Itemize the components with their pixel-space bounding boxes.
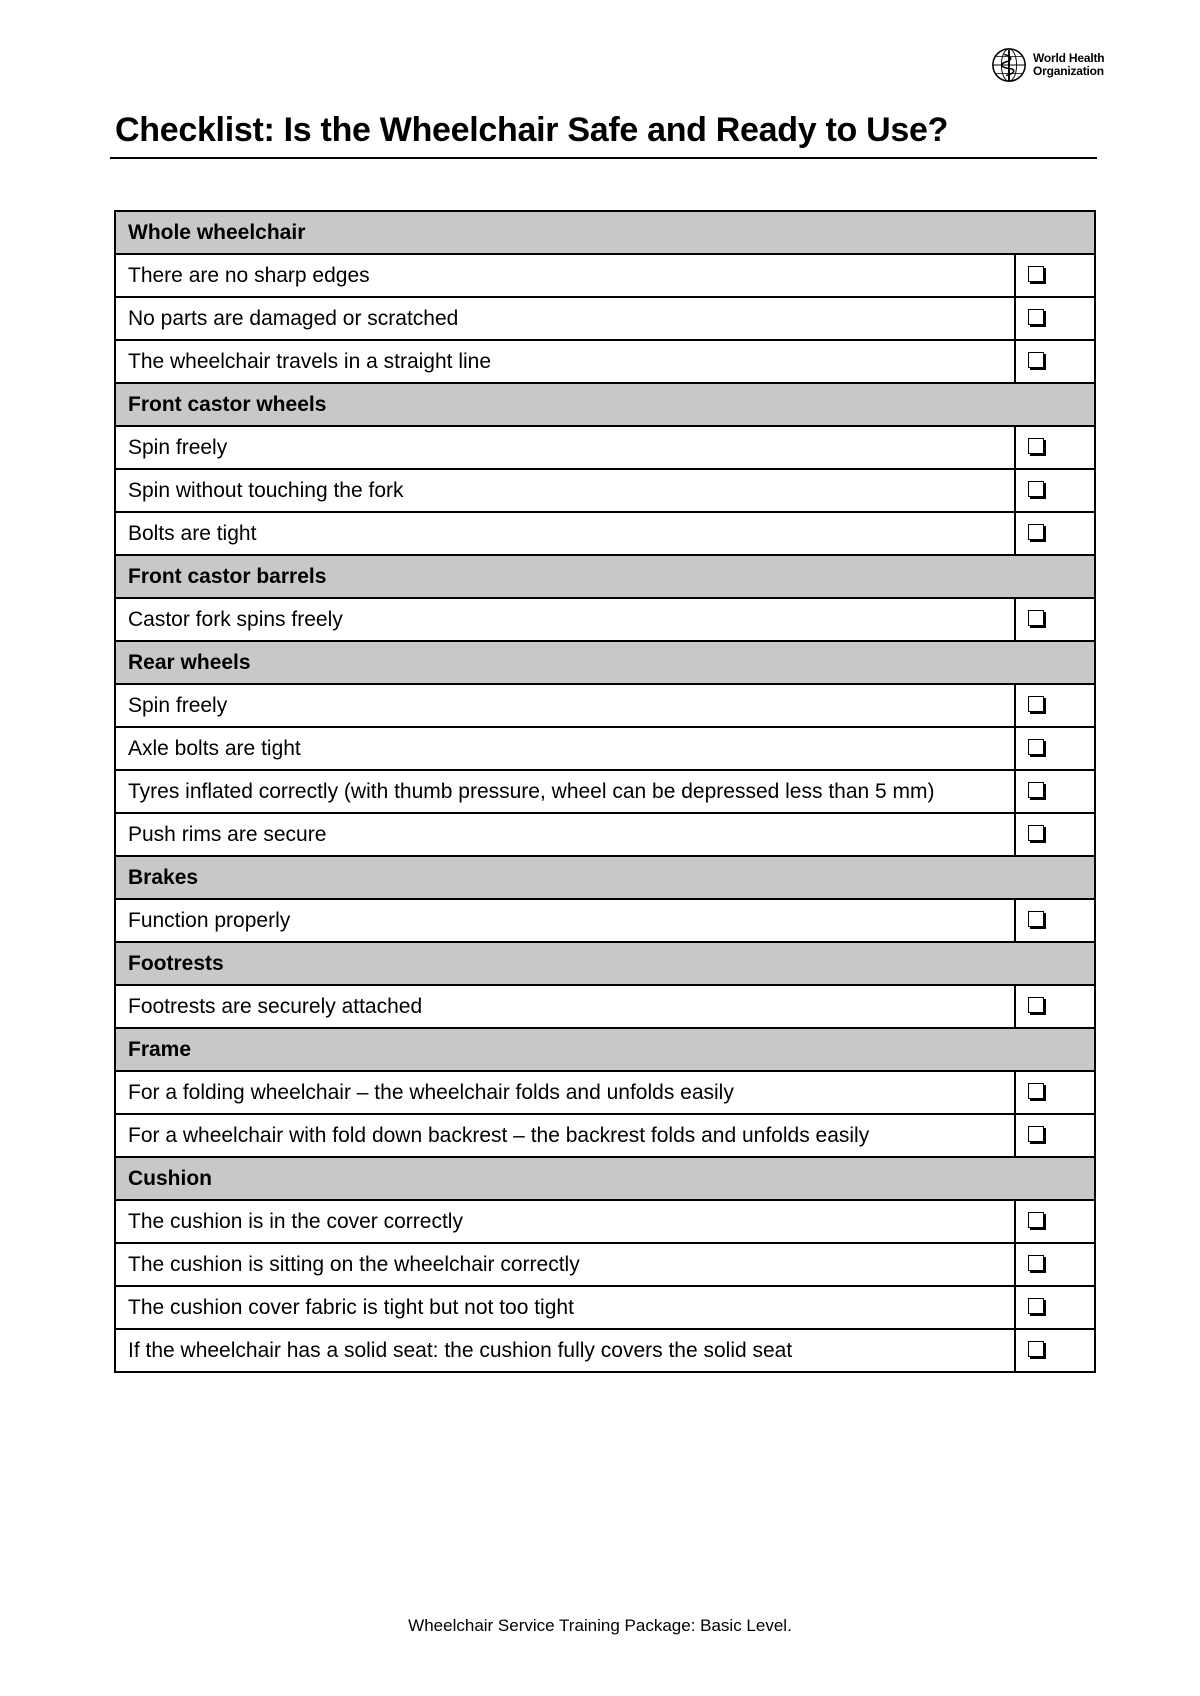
checkbox-cell xyxy=(1015,426,1095,469)
checklist-item-label: Tyres inflated correctly (with thumb pressure, wheel can be depressed less than 5 mm) xyxy=(115,770,1015,813)
checklist-row xyxy=(115,426,1095,469)
checkbox-icon[interactable] xyxy=(1028,739,1044,755)
checklist-row xyxy=(115,598,1095,641)
who-emblem-icon xyxy=(990,46,1028,84)
title-underline xyxy=(110,157,1097,159)
checklist-row xyxy=(115,684,1095,727)
checklist-item-label: Function properly xyxy=(115,899,1015,942)
checklist-row xyxy=(115,297,1095,340)
checkbox-cell xyxy=(1015,297,1095,340)
checklist-row xyxy=(115,770,1095,813)
checklist-item-label: If the wheelchair has a solid seat: the cushion fully covers the solid seat xyxy=(115,1329,1015,1372)
checkbox-cell xyxy=(1015,770,1095,813)
checkbox-icon[interactable] xyxy=(1028,782,1044,798)
checkbox-cell xyxy=(1015,1114,1095,1157)
checklist-item-label: The cushion is in the cover correctly xyxy=(115,1200,1015,1243)
checkbox-cell xyxy=(1015,512,1095,555)
checklist-item-label: For a folding wheelchair – the wheelchair folds and unfolds easily xyxy=(115,1071,1015,1114)
checkbox-icon[interactable] xyxy=(1028,1298,1044,1314)
checklist-item-label: Spin freely xyxy=(115,684,1015,727)
checklist-item-label: Push rims are secure xyxy=(115,813,1015,856)
checklist-row xyxy=(115,1114,1095,1157)
checkbox-icon[interactable] xyxy=(1028,309,1044,325)
checkbox-cell xyxy=(1015,813,1095,856)
section-header-row xyxy=(115,383,1095,426)
checkbox-cell xyxy=(1015,254,1095,297)
checkbox-icon[interactable] xyxy=(1028,1083,1044,1099)
checkbox-cell xyxy=(1015,1329,1095,1372)
checklist-row xyxy=(115,985,1095,1028)
checkbox-cell xyxy=(1015,985,1095,1028)
checkbox-icon[interactable] xyxy=(1028,696,1044,712)
checklist-item-label: There are no sharp edges xyxy=(115,254,1015,297)
page-footer: Wheelchair Service Training Package: Basic Level. xyxy=(408,1616,792,1635)
logo-line-1: World Health xyxy=(1033,51,1105,65)
checklist-item-label: Castor fork spins freely xyxy=(115,598,1015,641)
checklist-row xyxy=(115,254,1095,297)
checkbox-cell xyxy=(1015,1243,1095,1286)
checklist-row xyxy=(115,1243,1095,1286)
checkbox-cell xyxy=(1015,1071,1095,1114)
section-heading: Footrests xyxy=(115,942,1095,985)
checklist-row xyxy=(115,469,1095,512)
section-heading: Whole wheelchair xyxy=(115,211,1095,254)
checkbox-icon[interactable] xyxy=(1028,1212,1044,1228)
checkbox-cell xyxy=(1015,727,1095,770)
section-heading: Brakes xyxy=(115,856,1095,899)
checklist-item-label: Spin without touching the fork xyxy=(115,469,1015,512)
checklist-row xyxy=(115,512,1095,555)
who-logo xyxy=(990,46,1104,84)
checklist-table xyxy=(114,210,1096,1373)
section-header-row xyxy=(115,641,1095,684)
checkbox-icon[interactable] xyxy=(1028,1341,1044,1357)
section-heading: Cushion xyxy=(115,1157,1095,1200)
checkbox-icon[interactable] xyxy=(1028,610,1044,626)
checkbox-icon[interactable] xyxy=(1028,1126,1044,1142)
checklist-item-label: The wheelchair travels in a straight line xyxy=(115,340,1015,383)
section-heading: Frame xyxy=(115,1028,1095,1071)
checklist-item-label: Footrests are securely attached xyxy=(115,985,1015,1028)
checkbox-icon[interactable] xyxy=(1028,481,1044,497)
checkbox-cell xyxy=(1015,469,1095,512)
checklist-row xyxy=(115,727,1095,770)
checklist-item-label: The cushion is sitting on the wheelchair correctly xyxy=(115,1243,1015,1286)
checklist-item-label: No parts are damaged or scratched xyxy=(115,297,1015,340)
checklist-item-label: Bolts are tight xyxy=(115,512,1015,555)
checkbox-icon[interactable] xyxy=(1028,266,1044,282)
checklist-row xyxy=(115,1071,1095,1114)
section-header-row xyxy=(115,211,1095,254)
checklist-row xyxy=(115,340,1095,383)
checklist-row xyxy=(115,1200,1095,1243)
checklist-item-label: Axle bolts are tight xyxy=(115,727,1015,770)
checklist-row xyxy=(115,1329,1095,1372)
section-header-row xyxy=(115,856,1095,899)
checkbox-cell xyxy=(1015,340,1095,383)
checkbox-cell xyxy=(1015,684,1095,727)
checkbox-cell xyxy=(1015,1286,1095,1329)
logo-line-2: Organization xyxy=(1033,64,1104,78)
checkbox-cell xyxy=(1015,598,1095,641)
page-title: Checklist: Is the Wheelchair Safe and Ready to Use? xyxy=(115,111,949,149)
section-heading: Front castor wheels xyxy=(115,383,1095,426)
checklist-item-label: For a wheelchair with fold down backrest – the backrest folds and unfolds easily xyxy=(115,1114,1015,1157)
checkbox-icon[interactable] xyxy=(1028,997,1044,1013)
checklist-row xyxy=(115,813,1095,856)
section-header-row xyxy=(115,555,1095,598)
section-header-row xyxy=(115,942,1095,985)
checkbox-icon[interactable] xyxy=(1028,825,1044,841)
checkbox-icon[interactable] xyxy=(1028,1255,1044,1271)
logo-wordmark xyxy=(1033,52,1104,78)
checkbox-cell xyxy=(1015,899,1095,942)
checklist-row xyxy=(115,1286,1095,1329)
checklist-item-label: Spin freely xyxy=(115,426,1015,469)
section-header-row xyxy=(115,1157,1095,1200)
checkbox-icon[interactable] xyxy=(1028,352,1044,368)
checkbox-cell xyxy=(1015,1200,1095,1243)
checklist-row xyxy=(115,899,1095,942)
checkbox-icon[interactable] xyxy=(1028,524,1044,540)
section-heading: Rear wheels xyxy=(115,641,1095,684)
checklist-item-label: The cushion cover fabric is tight but not too tight xyxy=(115,1286,1015,1329)
section-heading: Front castor barrels xyxy=(115,555,1095,598)
checkbox-icon[interactable] xyxy=(1028,438,1044,454)
checkbox-icon[interactable] xyxy=(1028,911,1044,927)
section-header-row xyxy=(115,1028,1095,1071)
